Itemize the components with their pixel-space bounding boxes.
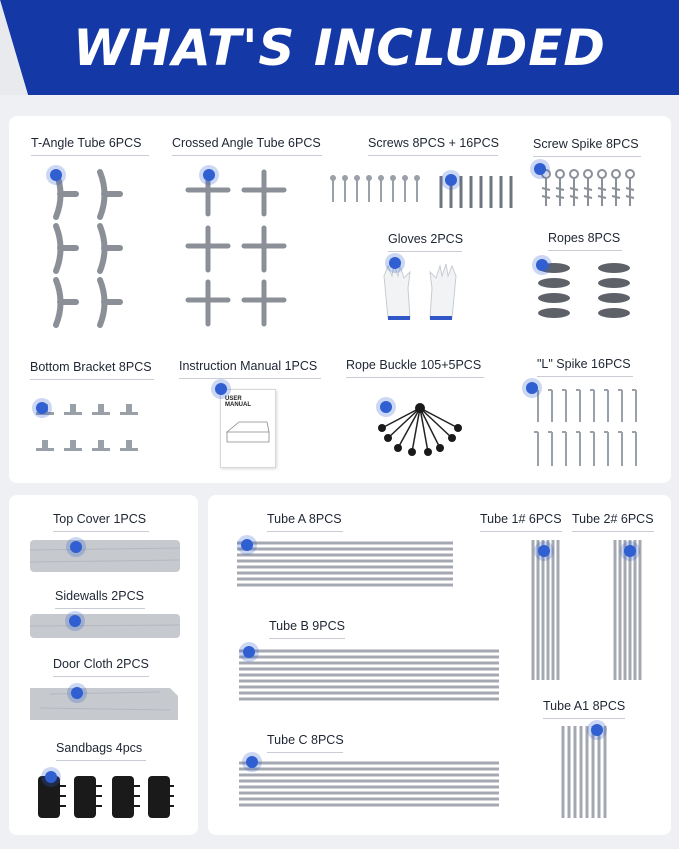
underline [548,250,622,251]
underline [53,531,149,532]
screw-spike-icon [538,168,648,213]
underline [31,155,149,156]
page-title: WHAT'S INCLUDED [73,18,606,77]
label-door-cloth: Door Cloth 2PCS [53,657,149,671]
l-spike-icon [534,384,644,474]
highlight-dot [45,771,57,783]
door-cloth-icon [30,684,182,724]
tube-a-icon [237,540,455,592]
label-sandbags: Sandbags 4pcs [56,741,143,755]
label-sidewalls: Sidewalls 2PCS [55,589,144,603]
highlight-dot [591,724,603,736]
tent-sketch-icon [225,420,271,444]
t-angle-tube-icon [40,162,140,332]
underline [30,379,154,380]
underline [388,251,462,252]
label-screws: Screws 8PCS + 16PCS [368,136,499,150]
label-gloves: Gloves 2PCS [388,232,464,246]
underline [346,377,484,378]
underline [179,378,321,379]
label-tube-2: Tube 2# 6PCS [572,512,654,526]
label-ropes: Ropes 8PCS [548,231,621,245]
tube-2-icon [612,540,642,682]
underline [172,155,322,156]
label-t-angle-tube: T-Angle Tube 6PCS [31,136,142,150]
tube-c-icon [239,760,501,812]
underline [543,718,625,719]
underline [53,676,149,677]
label-tube-1: Tube 1# 6PCS [480,512,562,526]
label-rope-buckle: Rope Buckle 105+5PCS [346,358,482,372]
highlight-dot [380,401,392,413]
highlight-dot [445,174,457,186]
underline [533,156,641,157]
instruction-manual-icon [220,389,276,468]
tube-1-icon [530,540,560,682]
underline [537,376,633,377]
underline [56,760,146,761]
underline [55,608,145,609]
screws-icon [325,172,515,222]
label-tube-a: Tube A 8PCS [267,512,342,526]
highlight-dot [534,163,546,175]
label-tube-c: Tube C 8PCS [267,733,344,747]
underline [267,752,343,753]
manual-title-line2: MANUAL [225,402,251,408]
highlight-dot [241,539,253,551]
highlight-dot [203,169,215,181]
label-crossed-angle-tube: Crossed Angle Tube 6PCS [172,136,321,150]
underline [269,638,345,639]
underline [267,531,343,532]
highlight-dot [526,382,538,394]
highlight-dot [243,646,255,658]
highlight-dot [624,545,636,557]
tube-a1-icon [560,726,612,820]
highlight-dot [36,402,48,414]
sidewalls-icon [30,612,182,640]
top-cover-icon [30,538,182,574]
highlight-dot [538,545,550,557]
highlight-dot [50,169,62,181]
highlight-dot [536,259,548,271]
highlight-dot [69,615,81,627]
label-tube-a1: Tube A1 8PCS [543,699,626,713]
highlight-dot [70,541,82,553]
highlight-dot [215,383,227,395]
highlight-dot [389,257,401,269]
label-top-cover: Top Cover 1PCS [53,512,147,526]
underline [572,531,654,532]
ropes-icon [532,260,642,322]
manual-title-line1: USER [225,396,242,402]
tube-b-icon [239,648,501,708]
highlight-dot [246,756,258,768]
label-l-spike: "L" Spike 16PCS [537,357,631,371]
label-tube-b: Tube B 9PCS [269,619,345,633]
label-bottom-bracket: Bottom Bracket 8PCS [30,360,152,374]
underline [480,531,562,532]
highlight-dot [71,687,83,699]
underline [368,155,498,156]
label-instruction-manual: Instruction Manual 1PCS [179,359,318,373]
crossed-angle-tube-icon [180,168,300,328]
bottom-bracket-icon [34,404,144,454]
label-screw-spike: Screw Spike 8PCS [533,137,639,151]
